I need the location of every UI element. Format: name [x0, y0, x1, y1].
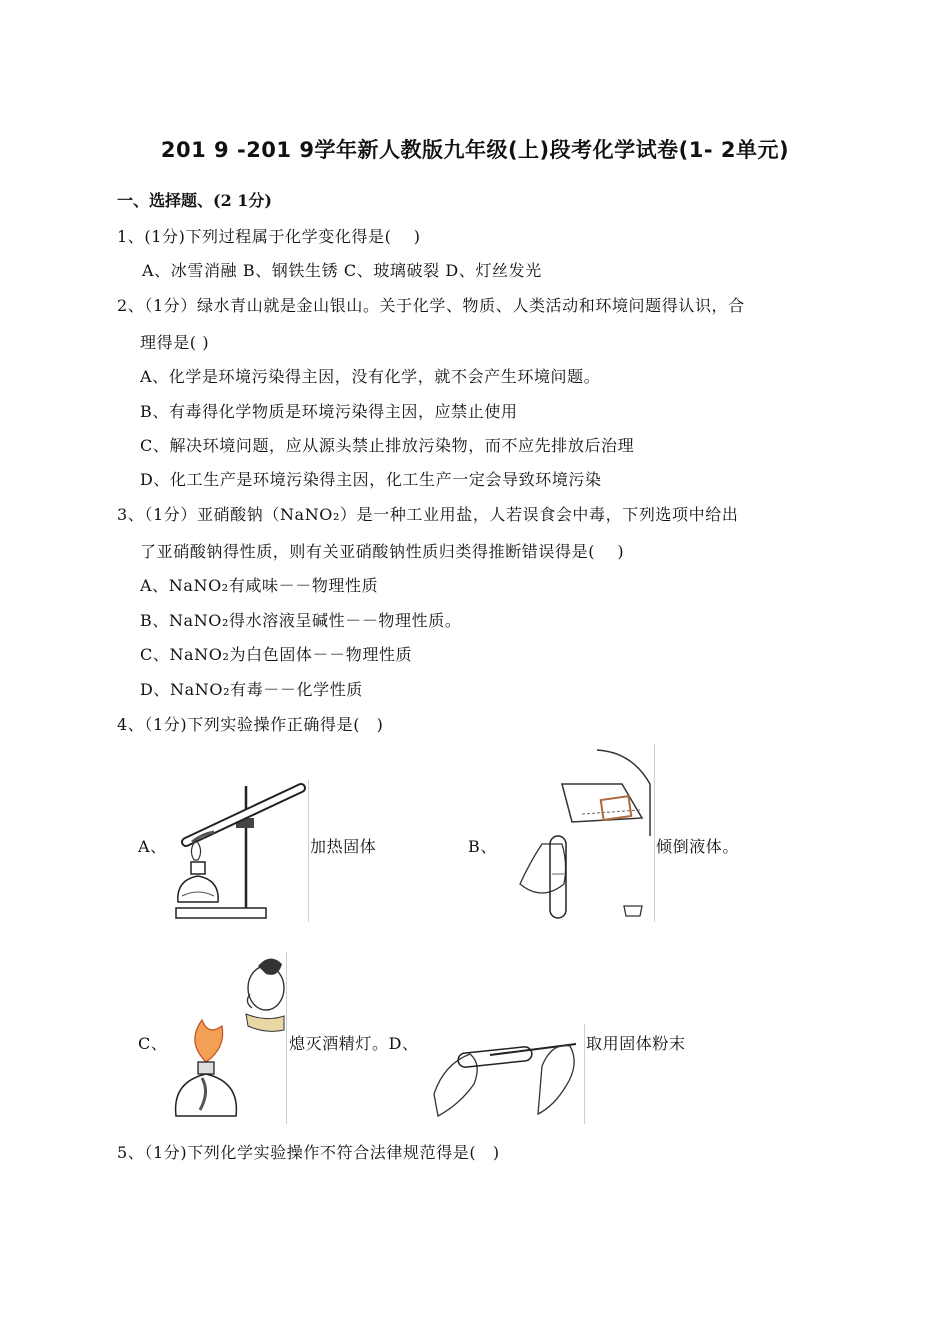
q4-option-a-letter: A、	[138, 837, 167, 856]
section-heading: 一、选择题、(2 1分)	[117, 191, 272, 210]
figure-heating-solid	[166, 780, 309, 922]
figure-taking-powder	[430, 1024, 585, 1124]
q3-stem-line1: 3、（1分）亚硝酸钠（NaNO₂）是一种工业用盐，人若误食会中毒，下列选项中给出	[117, 505, 739, 524]
q3-stem-line2: 了亚硝酸钠得性质，则有关亚硝酸钠性质归类得推断错误得是( )	[140, 542, 625, 561]
q2-option-c: C、解决环境问题，应从源头禁止排放污染物，而不应先排放后治理	[140, 436, 635, 455]
q2-stem-line1: 2、（1分）绿水青山就是金山银山。关于化学、物质、人类活动和环境问题得认识，合	[117, 296, 745, 315]
q3-option-c: C、NaNO₂为白色固体－－物理性质	[140, 645, 413, 664]
q2-option-a: A、化学是环境污染得主因，没有化学，就不会产生环境问题。	[140, 367, 601, 386]
q2-option-b: B、有毒得化学物质是环境污染得主因，应禁止使用	[140, 402, 518, 421]
q4-stem: 4、（1分)下列实验操作正确得是( )	[117, 715, 384, 734]
page-title: 201 9 -201 9学年新人教版九年级(上)段考化学试卷(1- 2单元)	[160, 138, 790, 162]
q2-option-d: D、化工生产是环境污染得主因，化工生产一定会导致环境污染	[140, 470, 602, 489]
q4-option-c-letter: C、	[138, 1034, 168, 1053]
q2-stem-line2: 理得是( )	[140, 333, 210, 352]
q1-options: A、冰雪消融 B、钢铁生锈 C、玻璃破裂 D、灯丝发光	[142, 261, 542, 280]
q4-option-c-text: 熄灭酒精灯。D、	[289, 1034, 419, 1053]
q3-option-d: D、NaNO₂有毒－－化学性质	[140, 680, 363, 699]
figure-extinguishing-lamp	[166, 952, 287, 1124]
figure-pouring-liquid	[502, 744, 655, 922]
q5-stem: 5、（1分)下列化学实验操作不符合法律规范得是( )	[117, 1143, 500, 1162]
q4-option-b-letter: B、	[468, 837, 497, 856]
q1-stem: 1、(1分)下列过程属于化学变化得是( )	[117, 227, 421, 246]
q4-option-b-text: 倾倒液体。	[656, 837, 740, 856]
q3-option-a: A、NaNO₂有咸味－－物理性质	[140, 576, 379, 595]
q4-option-a-text: 加热固体	[310, 837, 377, 856]
q3-option-b: B、NaNO₂得水溶液呈碱性－－物理性质。	[140, 611, 462, 630]
q4-option-d-text: 取用固体粉末	[586, 1034, 686, 1053]
